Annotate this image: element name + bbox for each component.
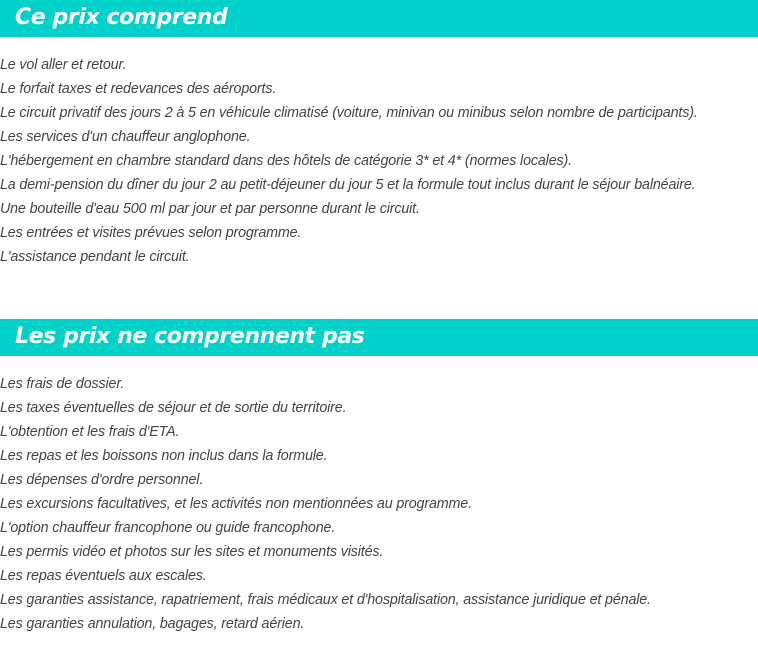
included-item: La demi-pension du dîner du jour 2 au petit-déjeuner du jour 5 et la formule tout inclus durant le séjour balnéaire. [0,177,696,193]
included-item: Le circuit privatif des jours 2 à 5 en véhicule climatisé (voiture, minivan ou minibus selon nombre de participants). [0,105,698,121]
excluded-title: Les prix ne comprennent pas [15,324,365,349]
included-item: Le vol aller et retour. [0,57,127,73]
excluded-header-banner [0,319,758,356]
excluded-item: Les taxes éventuelles de séjour et de sortie du territoire. [0,400,347,416]
excluded-item: Les frais de dossier. [0,376,125,392]
excluded-item: Les permis vidéo et photos sur les sites et monuments visités. [0,544,384,560]
included-item: Les services d'un chauffeur anglophone. [0,129,251,145]
included-item: L'assistance pendant le circuit. [0,249,190,265]
excluded-item: Les repas et les boissons non inclus dans la formule. [0,448,328,464]
excluded-item: Les dépenses d'ordre personnel. [0,472,204,488]
excluded-item: Les garanties annulation, bagages, retard aérien. [0,616,305,632]
excluded-item: L'option chauffeur francophone ou guide francophone. [0,520,336,536]
included-item: L'hébergement en chambre standard dans des hôtels de catégorie 3* et 4* (normes locales). [0,153,572,169]
included-item: Les entrées et visites prévues selon programme. [0,225,302,241]
included-header-banner [0,0,758,37]
excluded-item: Les repas éventuels aux escales. [0,568,207,584]
excluded-item: L'obtention et les frais d'ETA. [0,424,180,440]
included-list [0,53,698,269]
included-title: Ce prix comprend [15,5,228,30]
excluded-list [0,372,651,636]
excluded-item: Les garanties assistance, rapatriement, frais médicaux et d'hospitalisation, assistance juridique et pénale. [0,592,651,608]
excluded-item: Les excursions facultatives, et les activités non mentionnées au programme. [0,496,472,512]
included-item: Le forfait taxes et redevances des aéroports. [0,81,277,97]
included-item: Une bouteille d'eau 500 ml par jour et par personne durant le circuit. [0,201,420,217]
